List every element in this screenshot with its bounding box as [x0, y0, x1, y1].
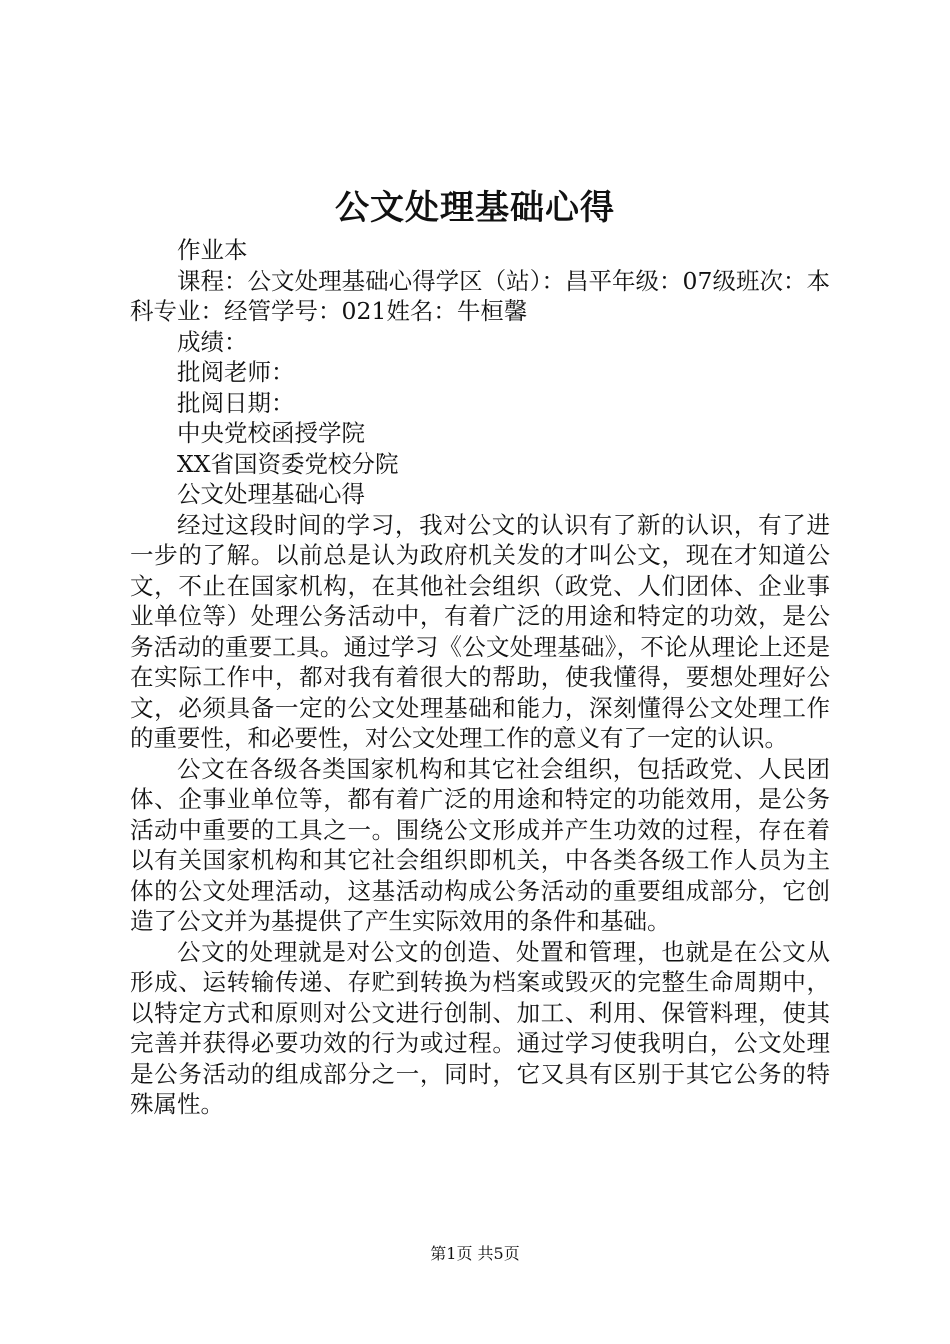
header-line-reviewer: 批阅老师： — [177, 358, 295, 386]
header-line-branch: XX省国资委党校分院 — [177, 449, 399, 478]
header-line-course-info: 课程：公文处理基础心得学区（站）：昌平年级：07级班次：本科专业：经管学号：021姓名：牛桓馨 — [130, 266, 830, 325]
header-line-assignment: 作业本 — [177, 236, 248, 264]
header-line-school: 中央党校函授学院 — [177, 419, 365, 447]
page-number-footer: 第1页 共5页 — [430, 1244, 520, 1263]
document-body — [130, 235, 830, 1120]
document-title: 公文处理基础心得 — [335, 188, 615, 228]
header-line-score: 成绩： — [177, 327, 248, 356]
header-line-subtitle: 公文处理基础心得 — [177, 480, 365, 508]
header-line-review-date: 批阅日期： — [177, 388, 295, 417]
body-paragraph-2: 公文在各级各类国家机构和其它社会组织，包括政党、人民团体、企事业单位等，都有着广泛的用途和特定的功能效用，是公务活动中重要的工具之一。围绕公文形成并产生功效的过程，存在着以有关国家机构和其它社会组织即机关，中各类各级工作人员为主体的公文处理活动，这基活动构成公务活动的重要组成部分，它创造了公文并为基提供了产生实际效用的条件和基础。 — [130, 754, 830, 935]
body-paragraph-1: 经过这段时间的学习，我对公文的认识有了新的认识，有了进一步的了解。以前总是认为政府机关发的才叫公文，现在才知道公文，不止在国家机构，在其他社会组织（政党、人们团体、企业事业单位等）处理公务活动中，有着广泛的用途和特定的功效，是公务活动的重要工具。通过学习《公文处理基础》，不论从理论上还是在实际工作中，都对我有着很大的帮助，使我懂得，要想处理好公文，必须具备一定的公文处理基础和能力，深刻懂得公文处理工作的重要性，和必要性，对公文处理工作的意义有了一定的认识。 — [130, 510, 830, 752]
body-paragraph-3: 公文的处理就是对公文的创造、处置和管理，也就是在公文从形成、运转输传递、存贮到转换为档案或毁灭的完整生命周期中，以特定方式和原则对公文进行创制、加工、利用、保管料理，使其完善并获得必要功效的行为或过程。通过学习使我明白，公文处理是公务活动的组成部分之一，同时，它又具有区别于其它公务的特殊属性。 — [130, 937, 830, 1118]
